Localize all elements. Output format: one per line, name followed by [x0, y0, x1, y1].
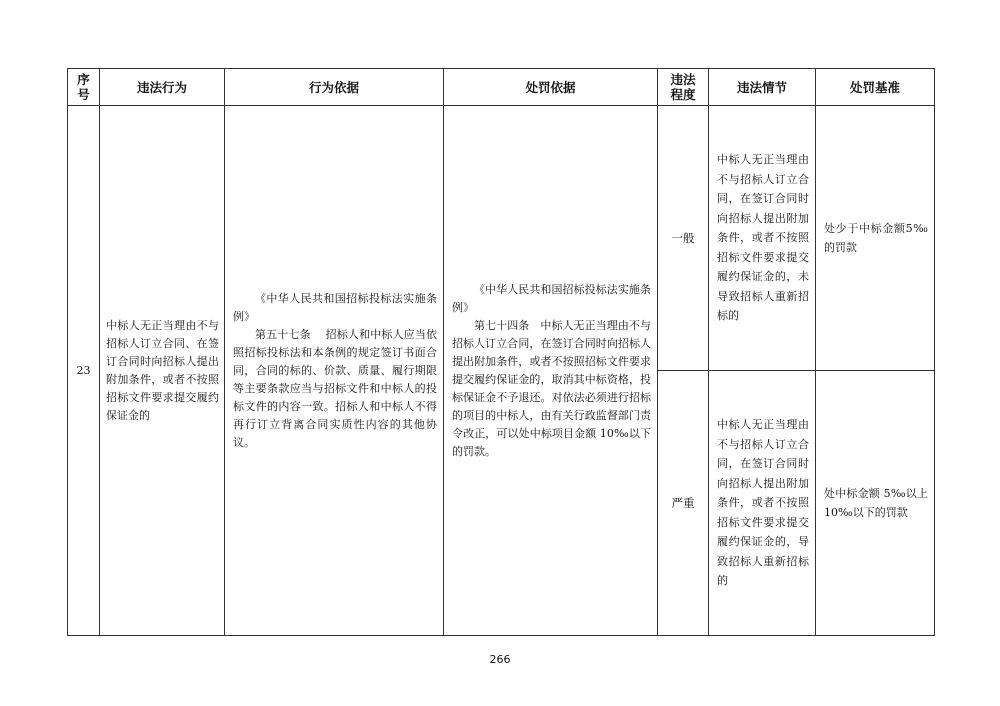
circumstance-general: 中标人无正当理由不与招标人订立合同，在签订合同时向招标人提出附加条件，或者不按照招标文件要求提交履约保证金的，未导致招标人重新招标的 — [717, 153, 809, 323]
header-standard: 处罚基准 — [816, 69, 935, 106]
conduct-basis-article: 第五十七条 招标人和中标人应当依照招标投标法和本条例的规定签订书面合同，合同的标的、价款、质量、履行期限等主要条款应当与招标文件和中标人的投标文件的内容一致。招标人和中标人不得再行订立背离合同实质性内容的其他协议。 — [233, 327, 437, 449]
circumstance-serious-cell — [709, 371, 816, 636]
header-seq: 序号 — [68, 69, 100, 106]
page-number: 266 — [489, 653, 511, 666]
conduct-basis-cell — [225, 106, 444, 636]
circumstance-general-cell — [709, 106, 816, 371]
standard-general-cell — [816, 106, 935, 371]
penalty-basis-title: 《中华人民共和国招标投标法实施条例》 — [452, 282, 651, 314]
header-degree: 违法程度 — [658, 69, 709, 106]
standard-serious-cell — [816, 371, 935, 636]
standard-general: 处少于中标金额5‰的罚款 — [824, 222, 928, 254]
degree-general: 一般 — [658, 106, 709, 371]
circumstance-serious: 中标人无正当理由不与招标人订立合同，在签订合同时向招标人提出附加条件，或者不按照招标文件要求提交履约保证金的，导致招标人重新招标的 — [717, 418, 809, 588]
header-row — [68, 69, 935, 106]
header-penalty-basis: 处罚依据 — [444, 69, 658, 106]
header-violation: 违法行为 — [100, 69, 225, 106]
violation-cell — [100, 106, 225, 636]
violation-text: 中标人无正当理由不与招标人订立合同、在签订合同时向招标人提出附加条件，或者不按照招标文件要求提交履约保证金的 — [106, 318, 219, 422]
penalty-basis-cell — [444, 106, 658, 636]
standard-serious: 处中标金额 5‰以上 10‰以下的罚款 — [824, 487, 928, 519]
header-conduct-basis: 行为依据 — [225, 69, 444, 106]
conduct-basis-title: 《中华人民共和国招标投标法实施条例》 — [233, 291, 437, 323]
degree-serious: 严重 — [658, 371, 709, 636]
row-seq: 23 — [68, 106, 100, 636]
penalty-basis-article: 第七十四条 中标人无正当理由不与招标人订立合同，在签订合同时向招标人提出附加条件，或者不按照招标文件要求提交履约保证金的，取消其中标资格，投标保证金不予退还。对依法必须进行招标的项目的中标人，由有关行政监督部门责令改正，可以处中标项目金额 10‰以下的罚款。 — [452, 318, 651, 458]
table-row — [68, 106, 935, 371]
penalty-table — [67, 68, 935, 636]
header-circumstance: 违法情节 — [709, 69, 816, 106]
